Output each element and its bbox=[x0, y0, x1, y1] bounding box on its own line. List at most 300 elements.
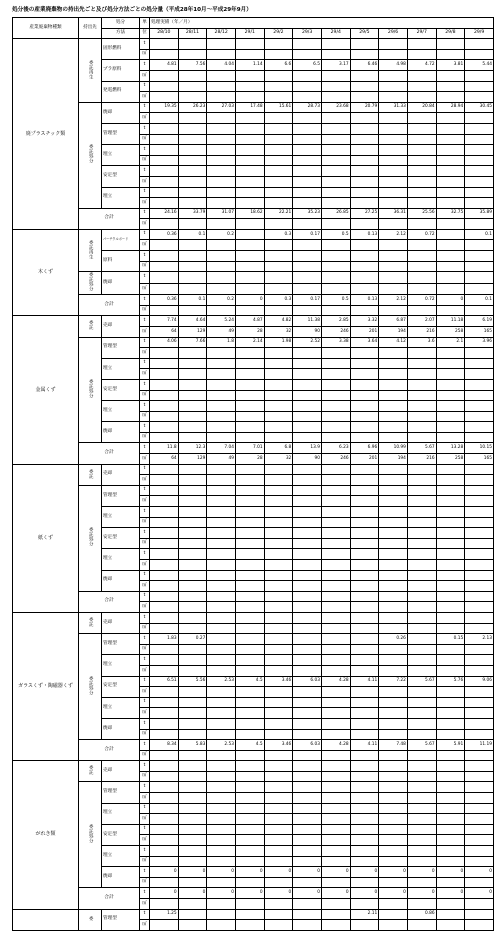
value-cell: 4.5 bbox=[235, 740, 264, 751]
value-cell bbox=[207, 644, 236, 655]
value-cell bbox=[293, 145, 322, 156]
unit-t: t bbox=[140, 187, 150, 198]
value-cell: 33.79 bbox=[178, 208, 207, 219]
value-cell bbox=[350, 475, 379, 486]
header-month: 29/8 bbox=[436, 28, 465, 39]
unit-m3: ㎥ bbox=[140, 70, 150, 81]
destination-label bbox=[79, 229, 102, 271]
value-cell bbox=[321, 560, 350, 571]
total-row bbox=[13, 888, 494, 899]
value-cell bbox=[178, 528, 207, 539]
value-cell: 32.75 bbox=[436, 208, 465, 219]
value-cell bbox=[379, 570, 408, 581]
value-cell bbox=[436, 176, 465, 187]
value-cell bbox=[350, 187, 379, 198]
value-cell bbox=[264, 560, 293, 571]
value-cell: 18.62 bbox=[235, 208, 264, 219]
unit-m3: ㎥ bbox=[140, 113, 150, 124]
value-cell bbox=[293, 219, 322, 230]
header-month: 29/2 bbox=[264, 28, 293, 39]
value-cell bbox=[293, 464, 322, 475]
value-cell bbox=[436, 718, 465, 729]
value-cell bbox=[207, 549, 236, 560]
value-cell: 165 bbox=[465, 326, 494, 337]
value-cell bbox=[407, 166, 436, 177]
value-cell: 0 bbox=[436, 867, 465, 878]
value-cell bbox=[465, 824, 494, 835]
value-cell bbox=[150, 348, 179, 359]
value-cell: 216 bbox=[407, 326, 436, 337]
value-cell: 7.74 bbox=[150, 316, 179, 327]
value-cell: 6.6 bbox=[264, 60, 293, 71]
value-cell: 5.56 bbox=[178, 676, 207, 687]
value-cell bbox=[350, 570, 379, 581]
value-cell bbox=[321, 49, 350, 60]
value-cell bbox=[264, 570, 293, 581]
value-cell: 0 bbox=[350, 867, 379, 878]
unit-t: t bbox=[140, 229, 150, 240]
value-cell: 90 bbox=[293, 326, 322, 337]
value-cell: 258 bbox=[436, 326, 465, 337]
value-cell bbox=[178, 261, 207, 272]
value-cell bbox=[235, 432, 264, 443]
value-cell bbox=[207, 655, 236, 666]
value-cell bbox=[321, 549, 350, 560]
value-cell bbox=[150, 517, 179, 528]
value-cell bbox=[350, 507, 379, 518]
unit-t: t bbox=[140, 697, 150, 708]
value-cell bbox=[178, 411, 207, 422]
value-cell bbox=[150, 623, 179, 634]
unit-t: t bbox=[140, 422, 150, 433]
value-cell: 0.2 bbox=[207, 229, 236, 240]
value-cell bbox=[436, 187, 465, 198]
value-cell bbox=[264, 665, 293, 676]
value-cell bbox=[321, 687, 350, 698]
value-cell bbox=[150, 729, 179, 740]
value-cell bbox=[379, 846, 408, 857]
value-cell bbox=[178, 655, 207, 666]
value-cell bbox=[407, 560, 436, 571]
value-cell bbox=[293, 379, 322, 390]
value-cell bbox=[293, 81, 322, 92]
value-cell bbox=[235, 411, 264, 422]
value-cell bbox=[235, 824, 264, 835]
value-cell bbox=[178, 155, 207, 166]
value-cell bbox=[465, 708, 494, 719]
value-cell bbox=[293, 920, 322, 931]
value-cell: 31.07 bbox=[207, 208, 236, 219]
unit-t: t bbox=[140, 909, 150, 920]
value-cell bbox=[407, 920, 436, 931]
value-cell bbox=[178, 369, 207, 380]
value-cell bbox=[379, 814, 408, 825]
value-cell bbox=[235, 261, 264, 272]
value-cell: 0 bbox=[235, 888, 264, 899]
table-row bbox=[13, 634, 494, 645]
value-cell bbox=[379, 856, 408, 867]
method-label: 埋立 bbox=[102, 145, 140, 166]
value-cell bbox=[207, 272, 236, 283]
unit-m3: ㎥ bbox=[140, 176, 150, 187]
value-cell bbox=[150, 697, 179, 708]
value-cell bbox=[465, 432, 494, 443]
value-cell bbox=[350, 155, 379, 166]
method-label: 埋立 bbox=[102, 549, 140, 570]
value-cell bbox=[465, 644, 494, 655]
value-cell bbox=[321, 814, 350, 825]
value-cell bbox=[293, 432, 322, 443]
value-cell bbox=[321, 591, 350, 602]
value-cell bbox=[150, 549, 179, 560]
value-cell bbox=[178, 899, 207, 910]
value-cell bbox=[235, 422, 264, 433]
value-cell bbox=[321, 176, 350, 187]
value-cell: 3.46 bbox=[264, 676, 293, 687]
value-cell bbox=[178, 507, 207, 518]
value-cell bbox=[178, 920, 207, 931]
value-cell bbox=[235, 634, 264, 645]
value-cell bbox=[436, 240, 465, 251]
header-month: 29/5 bbox=[350, 28, 379, 39]
value-cell bbox=[293, 92, 322, 103]
value-cell: 0 bbox=[436, 295, 465, 306]
total-row bbox=[13, 443, 494, 454]
unit-t: t bbox=[140, 485, 150, 496]
value-cell bbox=[379, 835, 408, 846]
value-cell bbox=[150, 219, 179, 230]
value-cell bbox=[379, 401, 408, 412]
value-cell bbox=[264, 729, 293, 740]
value-cell bbox=[465, 113, 494, 124]
value-cell bbox=[350, 729, 379, 740]
unit-t: t bbox=[140, 549, 150, 560]
value-cell bbox=[407, 761, 436, 772]
value-cell bbox=[150, 581, 179, 592]
method-label: 管理型 bbox=[102, 485, 140, 506]
value-cell bbox=[465, 793, 494, 804]
value-cell bbox=[264, 113, 293, 124]
unit-m3: ㎥ bbox=[140, 771, 150, 782]
value-cell bbox=[235, 697, 264, 708]
value-cell bbox=[321, 623, 350, 634]
value-cell bbox=[178, 92, 207, 103]
value-cell bbox=[150, 814, 179, 825]
value-cell: 27.25 bbox=[350, 208, 379, 219]
value-cell: 1.8 bbox=[207, 337, 236, 348]
value-cell bbox=[264, 166, 293, 177]
value-cell bbox=[436, 644, 465, 655]
value-cell: 6.87 bbox=[379, 316, 408, 327]
value-cell bbox=[436, 877, 465, 888]
value-cell bbox=[379, 283, 408, 294]
value-cell bbox=[207, 485, 236, 496]
value-cell bbox=[436, 835, 465, 846]
value-cell bbox=[293, 155, 322, 166]
value-cell bbox=[293, 761, 322, 772]
value-cell: 10.99 bbox=[379, 443, 408, 454]
value-cell bbox=[407, 464, 436, 475]
value-cell bbox=[293, 485, 322, 496]
value-cell bbox=[150, 560, 179, 571]
method-label: 埋立 bbox=[102, 401, 140, 422]
value-cell bbox=[293, 251, 322, 262]
value-cell: 0 bbox=[407, 867, 436, 878]
value-cell bbox=[150, 856, 179, 867]
value-cell bbox=[350, 81, 379, 92]
value-cell bbox=[407, 401, 436, 412]
value-cell: 0 bbox=[178, 867, 207, 878]
value-cell: 4.87 bbox=[235, 316, 264, 327]
value-cell bbox=[207, 49, 236, 60]
value-cell: 0 bbox=[150, 888, 179, 899]
value-cell: 2.53 bbox=[207, 740, 236, 751]
unit-m3: ㎥ bbox=[140, 326, 150, 337]
value-cell bbox=[379, 432, 408, 443]
value-cell bbox=[321, 877, 350, 888]
value-cell bbox=[436, 612, 465, 623]
value-cell bbox=[150, 835, 179, 846]
value-cell bbox=[379, 655, 408, 666]
value-cell bbox=[379, 877, 408, 888]
value-cell bbox=[465, 782, 494, 793]
value-cell: 0 bbox=[436, 888, 465, 899]
value-cell bbox=[350, 581, 379, 592]
value-cell bbox=[350, 623, 379, 634]
value-cell bbox=[379, 49, 408, 60]
value-cell bbox=[436, 793, 465, 804]
value-cell bbox=[350, 49, 379, 60]
value-cell bbox=[235, 560, 264, 571]
unit-m3: ㎥ bbox=[140, 348, 150, 359]
value-cell bbox=[178, 401, 207, 412]
value-cell bbox=[321, 272, 350, 283]
value-cell bbox=[207, 507, 236, 518]
value-cell bbox=[178, 581, 207, 592]
value-cell bbox=[235, 240, 264, 251]
value-cell: 5.67 bbox=[407, 676, 436, 687]
value-cell bbox=[150, 39, 179, 50]
unit-t: t bbox=[140, 782, 150, 793]
value-cell bbox=[407, 272, 436, 283]
value-cell bbox=[207, 909, 236, 920]
total-label: 合計 bbox=[79, 740, 140, 761]
value-cell bbox=[350, 835, 379, 846]
value-cell bbox=[350, 920, 379, 931]
value-cell: 0 bbox=[465, 867, 494, 878]
value-cell bbox=[436, 591, 465, 602]
value-cell: 0 bbox=[235, 867, 264, 878]
header-month: 28/12 bbox=[207, 28, 236, 39]
value-cell bbox=[178, 612, 207, 623]
total-label: 合計 bbox=[79, 208, 140, 229]
value-cell bbox=[350, 401, 379, 412]
value-cell: 4.64 bbox=[178, 316, 207, 327]
unit-t: t bbox=[140, 570, 150, 581]
value-cell bbox=[465, 591, 494, 602]
value-cell bbox=[350, 634, 379, 645]
value-cell: 201 bbox=[350, 454, 379, 465]
value-cell bbox=[436, 39, 465, 50]
value-cell bbox=[465, 920, 494, 931]
value-cell bbox=[235, 750, 264, 761]
value-cell: 4.5 bbox=[235, 676, 264, 687]
value-cell: 3.17 bbox=[321, 60, 350, 71]
value-cell bbox=[150, 432, 179, 443]
value-cell bbox=[178, 123, 207, 134]
value-cell bbox=[407, 793, 436, 804]
value-cell: 49 bbox=[207, 454, 236, 465]
value-cell bbox=[465, 401, 494, 412]
value-cell bbox=[293, 528, 322, 539]
value-cell bbox=[264, 369, 293, 380]
value-cell bbox=[321, 485, 350, 496]
unit-t: t bbox=[140, 39, 150, 50]
value-cell bbox=[207, 708, 236, 719]
value-cell bbox=[178, 771, 207, 782]
unit-t: t bbox=[140, 123, 150, 134]
value-cell bbox=[321, 718, 350, 729]
value-cell bbox=[150, 464, 179, 475]
unit-m3: ㎥ bbox=[140, 750, 150, 761]
value-cell bbox=[436, 261, 465, 272]
unit-m3: ㎥ bbox=[140, 432, 150, 443]
value-cell bbox=[264, 782, 293, 793]
value-cell bbox=[293, 877, 322, 888]
value-cell bbox=[379, 39, 408, 50]
value-cell bbox=[321, 166, 350, 177]
unit-m3: ㎥ bbox=[140, 390, 150, 401]
value-cell: 0 bbox=[264, 888, 293, 899]
value-cell: 0.1 bbox=[178, 295, 207, 306]
value-cell bbox=[235, 485, 264, 496]
value-cell bbox=[235, 665, 264, 676]
value-cell bbox=[150, 70, 179, 81]
value-cell: 258 bbox=[436, 454, 465, 465]
table-row bbox=[13, 782, 494, 793]
method-label: 埋立 bbox=[102, 507, 140, 528]
value-cell bbox=[465, 92, 494, 103]
value-cell: 6.46 bbox=[350, 60, 379, 71]
value-cell: 5.91 bbox=[436, 740, 465, 751]
value-cell bbox=[465, 411, 494, 422]
value-cell bbox=[207, 835, 236, 846]
value-cell: 26.85 bbox=[321, 208, 350, 219]
value-cell bbox=[465, 358, 494, 369]
value-cell: 28 bbox=[235, 454, 264, 465]
destination-label bbox=[79, 782, 102, 888]
value-cell bbox=[178, 432, 207, 443]
value-cell bbox=[436, 155, 465, 166]
value-cell: 0.3 bbox=[264, 295, 293, 306]
value-cell bbox=[264, 70, 293, 81]
value-cell bbox=[293, 176, 322, 187]
value-cell bbox=[407, 697, 436, 708]
value-cell bbox=[436, 198, 465, 209]
value-cell bbox=[178, 198, 207, 209]
value-cell bbox=[465, 496, 494, 507]
total-row bbox=[13, 740, 494, 751]
value-cell: 31.33 bbox=[379, 102, 408, 113]
value-cell bbox=[178, 708, 207, 719]
value-cell bbox=[465, 750, 494, 761]
value-cell bbox=[293, 261, 322, 272]
unit-m3: ㎥ bbox=[140, 475, 150, 486]
value-cell bbox=[350, 591, 379, 602]
value-cell bbox=[321, 655, 350, 666]
value-cell bbox=[207, 39, 236, 50]
value-cell bbox=[465, 348, 494, 359]
value-cell bbox=[178, 390, 207, 401]
value-cell bbox=[465, 507, 494, 518]
destination-label-text: 委 bbox=[88, 916, 94, 921]
value-cell bbox=[264, 581, 293, 592]
value-cell bbox=[407, 134, 436, 145]
value-cell bbox=[407, 899, 436, 910]
value-cell bbox=[379, 251, 408, 262]
value-cell bbox=[465, 814, 494, 825]
value-cell bbox=[465, 123, 494, 134]
value-cell bbox=[207, 687, 236, 698]
value-cell: 0.72 bbox=[407, 295, 436, 306]
value-cell bbox=[321, 134, 350, 145]
value-cell: 4.81 bbox=[150, 60, 179, 71]
value-cell bbox=[465, 729, 494, 740]
value-cell bbox=[407, 570, 436, 581]
value-cell bbox=[207, 697, 236, 708]
value-cell bbox=[407, 846, 436, 857]
value-cell bbox=[321, 261, 350, 272]
value-cell bbox=[321, 358, 350, 369]
value-cell bbox=[178, 761, 207, 772]
value-cell bbox=[207, 581, 236, 592]
value-cell bbox=[321, 729, 350, 740]
method-label: 焼却 bbox=[102, 570, 140, 591]
value-cell bbox=[436, 602, 465, 613]
value-cell bbox=[465, 877, 494, 888]
header-unit-top: 単 bbox=[140, 18, 150, 29]
value-cell bbox=[293, 49, 322, 60]
unit-m3: ㎥ bbox=[140, 644, 150, 655]
value-cell bbox=[235, 475, 264, 486]
value-cell: 90 bbox=[293, 454, 322, 465]
value-cell bbox=[293, 581, 322, 592]
value-cell bbox=[350, 464, 379, 475]
value-cell bbox=[178, 560, 207, 571]
value-cell bbox=[436, 411, 465, 422]
value-cell bbox=[264, 899, 293, 910]
value-cell bbox=[379, 549, 408, 560]
value-cell bbox=[293, 422, 322, 433]
value-cell bbox=[350, 602, 379, 613]
value-cell bbox=[350, 718, 379, 729]
value-cell: 4.04 bbox=[207, 60, 236, 71]
value-cell: 10.15 bbox=[465, 443, 494, 454]
value-cell bbox=[321, 920, 350, 931]
value-cell bbox=[150, 803, 179, 814]
value-cell: 0 bbox=[407, 888, 436, 899]
value-cell bbox=[379, 761, 408, 772]
category-label: 木くず bbox=[13, 229, 79, 315]
value-cell bbox=[350, 70, 379, 81]
value-cell bbox=[407, 70, 436, 81]
value-cell: 194 bbox=[379, 326, 408, 337]
value-cell: 246 bbox=[321, 326, 350, 337]
value-cell bbox=[407, 379, 436, 390]
value-cell: 0 bbox=[321, 867, 350, 878]
table-row bbox=[13, 612, 494, 623]
value-cell bbox=[379, 793, 408, 804]
